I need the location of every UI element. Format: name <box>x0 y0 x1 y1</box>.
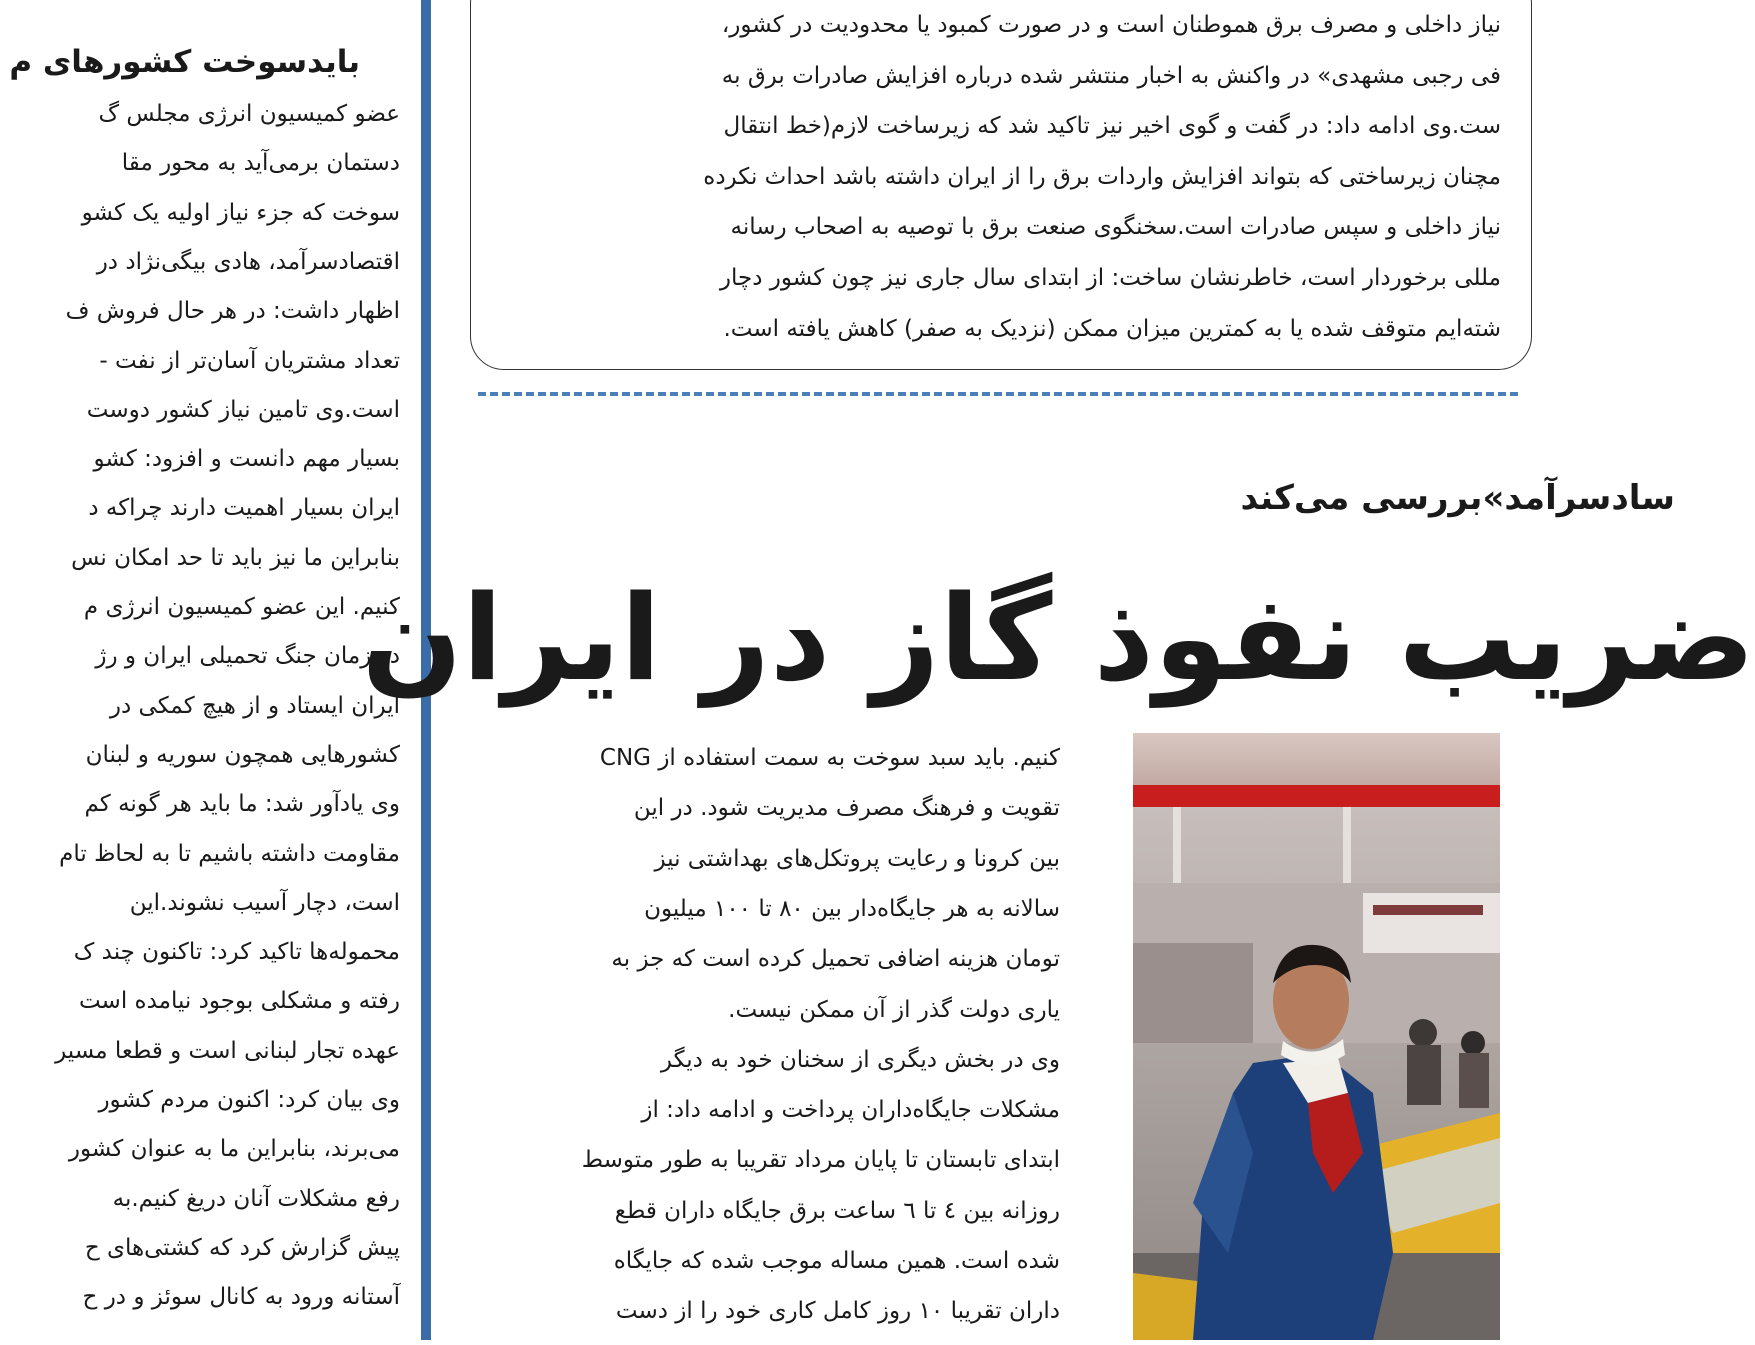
article-body-line: وی در بخش دیگری از سخنان خود به دیگر <box>660 1046 1060 1073</box>
article-headline: ضریب نفوذ گاز در ایران <box>361 569 1755 707</box>
boxed-article-line: شته‌ایم متوقف شده یا به کمترین میزان ممکن (نزدیک به صفر) کاهش یافته است. <box>723 315 1501 342</box>
article-body-line: کنیم. باید سبد سوخت به سمت استفاده از CNG <box>599 745 1060 771</box>
article-body-line: یاری دولت گذر از آن ممکن نیست. <box>728 996 1060 1023</box>
boxed-article-line: ست.وی ادامه داد: در گفت و گوی اخیر نیز تاکید شد که زیرساخت لازم(خط انتقال <box>723 113 1501 140</box>
boxed-article-line: فی رجبی مشهدی» در واکنش به اخبار منتشر شده درباره افزایش صادرات برق به <box>721 62 1501 89</box>
left-article-line: آستانه ورود به کانال سوئز و در ح <box>82 1284 400 1311</box>
left-article-line: مقاومت داشته باشیم تا به لحاظ تام <box>59 840 400 867</box>
article-body-line: تقویت و فرهنگ مصرف مدیریت شود. در این <box>633 795 1060 822</box>
left-article-line: ایران بسیار اهمیت دارند چراکه د <box>88 495 400 522</box>
left-article-line: اظهار داشت: در هر حال فروش ف <box>65 298 400 325</box>
article-photo <box>1133 733 1500 1340</box>
article-body-line: ابتدای تابستان تا پایان مرداد تقریبا به طور متوسط <box>581 1147 1060 1174</box>
left-article-line: پیش گزارش کرد که کشتی‌های ح <box>84 1234 400 1261</box>
dashed-separator <box>478 392 1518 396</box>
boxed-article-line: مللی برخوردار است، خاطرنشان ساخت: از ابتدای سال جاری نیز چون کشور دچار <box>719 265 1501 291</box>
article-body-line: روزانه بین ٤ تا ٦ ساعت برق جایگاه داران قطع <box>614 1197 1060 1224</box>
left-article-line: عضو کمیسیون انرژی مجلس گ <box>98 101 400 127</box>
left-article-line: می‌برند، بنابراین ما به عنوان کشور <box>68 1136 400 1163</box>
boxed-article-line: نیاز داخلی و مصرف برق هموطنان است و در صورت کمبود یا محدودیت در کشور، <box>721 12 1501 38</box>
left-article-title: بایدسوخت کشورهای م <box>9 44 360 80</box>
article-kicker: سادسرآمد»بررسی می‌کند <box>1240 478 1675 518</box>
left-article-line: رفع مشکلات آنان دریغ کنیم.به <box>112 1185 400 1212</box>
left-article-line: کنیم. این عضو کمیسیون انرژی م <box>83 594 400 620</box>
boxed-article-line: مچنان زیرساختی که بتواند افزایش واردات برق را از ایران داشته باشد احداث نکرده <box>703 163 1501 190</box>
gas-station-photo-illustration <box>1133 733 1500 1340</box>
left-article-line: است.وی تامین نیاز کشور دوست <box>86 396 400 423</box>
left-article-line: دستمان برمی‌آید به محور مقا <box>121 150 400 177</box>
article-body-line: شده است. همین مساله موجب شده که جایگاه <box>613 1248 1060 1274</box>
left-article-line: بنابراین ما نیز باید تا حد امکان نس <box>71 544 400 571</box>
left-article-line: در زمان جنگ تحمیلی ایران و رژ <box>95 643 400 670</box>
left-article-line: سوخت که جزء نیاز اولیه یک کشو <box>81 199 400 226</box>
left-article-line: است، دچار آسیب نشوند.این <box>129 889 400 916</box>
boxed-article-body <box>471 0 1531 369</box>
article-body <box>460 730 1060 1340</box>
left-article-line: وی یادآور شد: ما باید هر گونه کم <box>84 791 400 818</box>
article-body-line: بین کرونا و رعایت پروتکل‌های بهداشتی نیز <box>654 845 1060 872</box>
left-article-line: رفته و مشکلی بوجود نیامده است <box>78 988 400 1015</box>
article-body-line: مشکلات جایگاه‌داران پرداخت و ادامه داد: از <box>641 1097 1060 1124</box>
left-article-column <box>0 0 420 1340</box>
left-article-line: کشورهایی همچون سوریه و لبنان <box>85 741 400 768</box>
article-body-line: تومان هزینه اضافی تحمیل کرده است که جز به <box>611 946 1060 973</box>
left-article-line: ایران ایستاد و از هیچ کمکی در <box>109 692 400 719</box>
left-article-line: تعداد مشتریان آسان‌تر از نفت - <box>99 347 400 374</box>
article-body-line: سالانه به هر جایگاه‌دار بین ۸۰ تا ۱۰۰ میلیون <box>644 895 1060 922</box>
boxed-article-line: نیاز داخلی و سپس صادرات است.سخنگوی صنعت برق با توصیه به اصحاب رسانه <box>730 214 1501 241</box>
left-article-line: بسیار مهم دانست و افزود: کشو <box>93 446 400 473</box>
article-body-line: داران تقریبا ۱۰ روز کامل کاری خود را از دست <box>615 1298 1060 1325</box>
boxed-article <box>470 0 1532 370</box>
left-article-line: وی بیان کرد: اکنون مردم کشور <box>98 1087 400 1113</box>
left-article-line: عهده تجار لبنانی است و قطعا مسیر <box>55 1037 400 1064</box>
left-article-line: اقتصادسرآمد، هادی بیگی‌نژاد در <box>96 248 400 275</box>
left-article-line: محموله‌ها تاکید کرد: تاکنون چند ک <box>73 939 400 966</box>
